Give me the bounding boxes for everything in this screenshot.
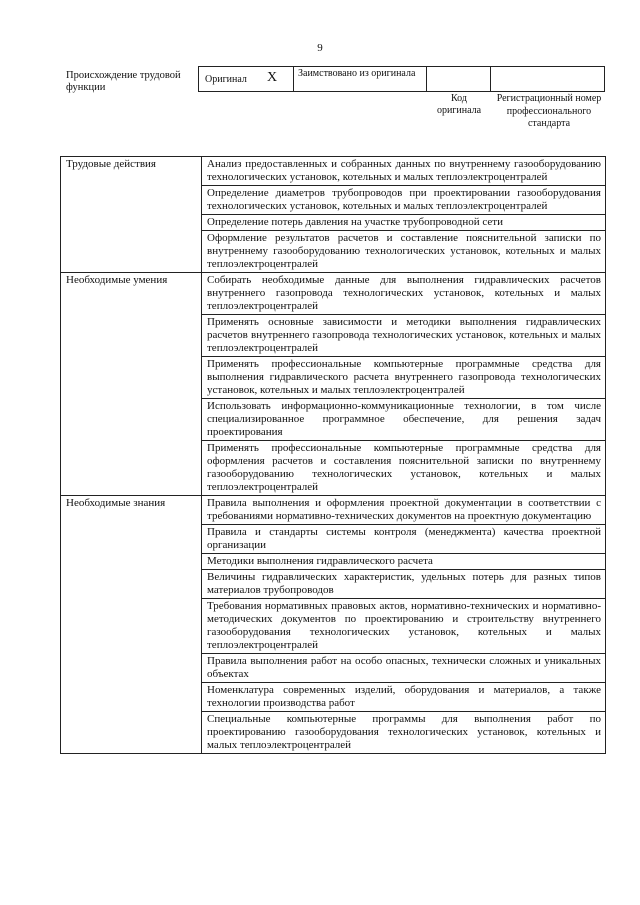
section-item: Правила выполнения работ на особо опасных, технически сложных и уникальных объектах <box>202 654 606 683</box>
section-item: Применять профессиональные компьютерные программные средства для оформления расчетов и составления пояснительной записки по внутреннему газооборудованию технологических установок, котельных и малых теплоэлектроцентралей <box>202 441 606 496</box>
function-table <box>60 156 606 754</box>
section-item: Требования нормативных правовых актов, нормативно-технических и нормативно-методических документов по проектированию и строительству внутреннего газооборудования технологических установок, котельных и малых теплоэлектроцентралей <box>202 599 606 654</box>
section-item: Номенклатура современных изделий, оборудования и материалов, а также технологии производства работ <box>202 683 606 712</box>
section-title: Трудовые действия <box>61 157 202 273</box>
original-mark: X <box>267 70 278 85</box>
section-item: Анализ предоставленных и собранных данных по внутреннему газооборудованию технологических установок, котельных и малых теплоэлектроцентралей <box>202 157 606 186</box>
section-item: Определение диаметров трубопроводов при проектировании газооборудования технологических установок, котельных и малых теплоэлектроцентралей <box>202 186 606 215</box>
origin-label: Происхождение трудовой функции <box>66 70 181 93</box>
reg-number-label: Регистрационный номер профессионального стандарта <box>496 93 602 129</box>
section-item: Собирать необходимые данные для выполнения гидравлических расчетов внутреннего газопровода технологических установок, котельных и малых теплоэлектроцентралей <box>202 273 606 315</box>
original-box <box>198 66 294 92</box>
section-item: Правила выполнения и оформления проектной документации в соответствии с требованиями нормативно-технических документов на проектную документацию <box>202 496 606 525</box>
section-item: Правила и стандарты системы контроля (менеджмента) качества проектной организации <box>202 525 606 554</box>
section-item: Методики выполнения гидравлического расчета <box>202 554 606 570</box>
page-number: 9 <box>317 42 323 54</box>
section-item: Специальные компьютерные программы для выполнения работ по проектированию газооборудования технологических установок, котельных и малых теплоэлектроцентралей <box>202 712 606 754</box>
section-item: Величины гидравлических характеристик, удельных потерь для разных типов материалов трубопроводов <box>202 570 606 599</box>
section-title: Необходимые умения <box>61 273 202 496</box>
borrowed-label: Заимствовано из оригинала <box>298 68 416 79</box>
section-item: Определение потерь давления на участке трубопроводной сети <box>202 215 606 231</box>
code-box <box>427 66 491 92</box>
borrowed-box <box>294 66 427 92</box>
section-item: Оформление результатов расчетов и составление пояснительной записки по внутреннему газооборудованию технологических установок, котельных и малых теплоэлектроцентралей <box>202 231 606 273</box>
table-row <box>61 496 606 525</box>
section-item: Применять профессиональные компьютерные программные средства для выполнения гидравлического расчета внутреннего газопровода технологических установок, котельных и малых теплоэлектроцентралей <box>202 357 606 399</box>
section-item: Использовать информационно-коммуникационные технологии, в том числе специализированное программное обеспечение, для решения задач проектирования <box>202 399 606 441</box>
section-title: Необходимые знания <box>61 496 202 754</box>
table-row <box>61 273 606 315</box>
table-row <box>61 157 606 186</box>
code-label: Код оригинала <box>436 93 482 116</box>
reg-number-box <box>491 66 605 92</box>
original-label: Оригинал <box>205 74 247 85</box>
section-item: Применять основные зависимости и методики выполнения гидравлических расчетов внутреннего газопровода технологических установок, котельных и малых теплоэлектроцентралей <box>202 315 606 357</box>
